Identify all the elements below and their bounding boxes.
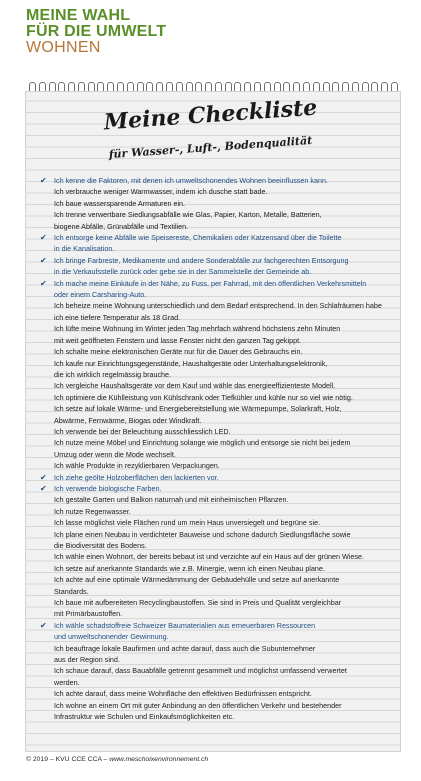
check-icon: ✔ bbox=[40, 255, 47, 265]
checklist-item-text: Ich mache meine Einkäufe in der Nähe, zu Fuss, per Fahrrad, mit den öffentlichen Verkehrsmitteln bbox=[54, 278, 367, 288]
checklist-item-text: Ich setze auf anerkannte Standards wie z.B. Minergie, wenn ich einen Neubau plane. bbox=[54, 563, 325, 573]
checklist-item-text: Ich kaufe nur Einrichtungsgegenstände, Haushaltgeräte oder Unterhaltungselektronik, bbox=[54, 358, 328, 368]
checklist-item-text: Ich kenne die Faktoren, mit denen ich umweltschonendes Wohnen beeinflussen kann. bbox=[54, 176, 328, 185]
checklist-item-text: und umweltschonender Gewinnung. bbox=[54, 632, 169, 642]
checklist-item-text: Standards. bbox=[54, 586, 89, 596]
checklist-item-text: die Biodiversität des Bodens. bbox=[54, 541, 147, 550]
checklist-item bbox=[40, 175, 380, 186]
checklist-item-text: die ich wirklich regelmässig brauche. bbox=[54, 369, 172, 379]
checklist-item-text: Ich baue mit aufbereiteten Recyclingbaustoffen. Sie sind in Preis und Qualität vergleichbar bbox=[54, 598, 342, 608]
checklist-item bbox=[40, 460, 380, 471]
checklist-item-text: Ich schalte meine elektronischen Geräte nur für die Dauer des Gebrauchs ein. bbox=[54, 347, 303, 357]
checklist-item-text: in die Kanalisation. bbox=[54, 244, 115, 254]
checklist-item-text: Ich vergleiche Haushaltsgeräte vor dem Kauf und wähle das energieeffizienteste Modell. bbox=[54, 381, 336, 391]
check-icon: ✔ bbox=[40, 233, 47, 243]
footer-url[interactable]: www.meschoixenvironnement.ch bbox=[109, 756, 209, 763]
checklist-item-text: Ich entsorge keine Abfälle wie Speisereste, Chemikalien oder Katzensand über die Toilette bbox=[54, 233, 342, 243]
check-icon: ✔ bbox=[40, 278, 47, 288]
checklist-item-text: Infrastruktur wie Schulen und Einkaufsmöglichkeiten etc. bbox=[54, 712, 235, 722]
checklist-item-text: Ich bringe Farbreste, Medikamente und andere Sonderabfälle zur fachgerechten Entsorgung bbox=[54, 255, 349, 265]
check-icon: ✔ bbox=[40, 176, 47, 185]
checklist-item-text: biogene Abfälle, Grünabfälle und Textilien. bbox=[54, 221, 189, 231]
checklist-item bbox=[40, 563, 380, 574]
checklist-subtitle: für Wasser-, Luft-, Bodenqualität bbox=[108, 133, 313, 162]
checklist-item-text: oder einem Carsharing-Auto. bbox=[54, 290, 147, 300]
checklist-item bbox=[40, 506, 380, 517]
checklist-item-text: Ich wähle einen Wohnort, der bereits bebaut ist und verzichte auf ein Haus auf der grünen Wiese. bbox=[54, 552, 364, 562]
checklist-item-text: Umzug oder wenn die Mode wechselt. bbox=[54, 449, 176, 459]
checklist-item-text: Ich nutze meine Möbel und Einrichtung solange wie möglich und entsorge sie nicht bei jedem bbox=[54, 438, 351, 448]
checklist-item bbox=[40, 255, 380, 278]
check-icon: ✔ bbox=[40, 483, 47, 493]
checklist-item-text: Ich verbrauche weniger Warmwasser, indem ich dusche statt bade. bbox=[54, 187, 268, 197]
checklist-item bbox=[40, 700, 380, 723]
checklist-title: Meine Checkliste bbox=[102, 94, 319, 136]
checklist-item bbox=[40, 437, 380, 460]
checklist-item-text: Abwärme, Fernwärme, Biogas oder Windkraft. bbox=[54, 415, 202, 425]
check-icon: ✔ bbox=[40, 620, 47, 630]
checklist-item-text: Ich ziehe geölte Holzoberflächen den lackierten vor. bbox=[54, 472, 219, 482]
checklist-item bbox=[40, 278, 380, 301]
checklist-item-text: Ich gestalte Garten und Balkon naturnah und mit einheimischen Pflanzen. bbox=[54, 495, 289, 505]
checklist-item bbox=[40, 597, 380, 620]
checklist-item-text: Ich plane einen Neubau in verdichteter Bauweise und schone dadurch Siedlungsfläche sowie bbox=[54, 529, 351, 539]
header-title-line-2: FÜR DIE UMWELT bbox=[26, 23, 167, 40]
checklist-item-text: Ich achte darauf, dass meine Wohnfläche den effektiven Bedürfnissen entspricht. bbox=[54, 689, 312, 699]
checklist-item bbox=[40, 688, 380, 699]
checklist-item bbox=[40, 358, 380, 381]
checklist-item bbox=[40, 551, 380, 562]
header-title-line-1: MEINE WAHL bbox=[26, 7, 131, 24]
checklist-item bbox=[40, 517, 380, 528]
checklist-item bbox=[40, 392, 380, 403]
checklist-item-text: Ich wohne an einem Ort mit guter Anbindung an den öffentlichen Verkehr und bestehender bbox=[54, 700, 342, 710]
checklist-item-text: Ich beheize meine Wohnung unterschiedlich und dem Bedarf entsprechend. In den Schlafräumen habe bbox=[54, 301, 382, 311]
check-icon: ✔ bbox=[40, 472, 47, 482]
checklist-item bbox=[40, 232, 380, 255]
checklist-item bbox=[40, 472, 380, 483]
checklist-item-text: Ich setze auf lokale Wärme- und Energiebereitstellung wie Wärmepumpe, Solarkraft, Holz, bbox=[54, 404, 342, 414]
checklist-item bbox=[40, 380, 380, 391]
footer-copyright: © 2019 – KVU CCE CCA – bbox=[26, 756, 110, 763]
checklist-item-text: Ich trenne verwertbare Siedlungsabfälle wie Glas, Papier, Karton, Metalle, Batterien, bbox=[54, 210, 322, 220]
checklist-item-text: werden. bbox=[54, 677, 80, 687]
checklist-item-text: ich eine tiefere Temperatur als 18 Grad. bbox=[54, 312, 181, 322]
checklist-item bbox=[40, 346, 380, 357]
checklist-item-text: in die Verkaufsstelle zurück oder gebe sie in der Sammelstelle der Gemeinde ab. bbox=[54, 267, 312, 277]
checklist-item-text: Ich lüfte meine Wohnung im Winter jeden Tag mehrfach während höchstens zehn Minuten bbox=[54, 324, 341, 334]
checklist-item-text: Ich beauftrage lokale Baufirmen und achte darauf, dass auch die Subunternehmer bbox=[54, 643, 316, 653]
checklist-item-text: Ich achte auf eine optimale Wärmedämmung der Gebäudehülle und setze auf anerkannte bbox=[54, 575, 340, 585]
checklist-item bbox=[40, 574, 380, 597]
footer bbox=[26, 756, 208, 763]
checklist-item bbox=[40, 300, 380, 323]
checklist-item-text: Ich optimiere die Kühlleistung von Kühlschrank oder Tiefkühler und kühle nur so viel wie nötig. bbox=[54, 392, 353, 402]
checklist-item bbox=[40, 529, 380, 552]
checklist-item-text: Ich schaue darauf, dass Bauabfälle getrennt gesammelt und möglichst umfassend verwertet bbox=[54, 666, 347, 676]
checklist-item bbox=[40, 483, 380, 494]
checklist-item bbox=[40, 209, 380, 232]
checklist-item-text: aus der Region sind. bbox=[54, 655, 120, 665]
checklist-item-text: Ich wähle Produkte in rezyklierbaren Verpackungen. bbox=[54, 461, 220, 471]
checklist-item bbox=[40, 186, 380, 197]
checklist-item bbox=[40, 620, 380, 643]
checklist-item-text: Ich wähle schadstoffreie Schweizer Baumaterialien aus erneuerbaren Ressourcen bbox=[54, 620, 316, 630]
checklist-item-text: mit Primärbaustoffen. bbox=[54, 609, 123, 619]
checklist-item bbox=[40, 643, 380, 666]
checklist-item-text: mit weit geöffneten Fenstern und lasse Fenster nicht den ganzen Tag gekippt. bbox=[54, 335, 302, 345]
checklist-item bbox=[40, 494, 380, 505]
checklist-item bbox=[40, 198, 380, 209]
checklist-item-text: Ich baue wassersparende Armaturen ein. bbox=[54, 198, 186, 208]
checklist-items bbox=[40, 175, 380, 723]
header-subtitle: WOHNEN bbox=[26, 39, 101, 56]
checklist-item bbox=[40, 426, 380, 437]
page-header bbox=[26, 8, 166, 56]
checklist-item bbox=[40, 665, 380, 688]
checklist-item bbox=[40, 323, 380, 346]
checklist-item-text: Ich nutze Regenwasser. bbox=[54, 506, 131, 516]
checklist-item bbox=[40, 403, 380, 426]
checklist-item-text: Ich verwende bei der Beleuchtung ausschliesslich LED. bbox=[54, 426, 231, 436]
checklist-item-text: Ich verwende biologische Farben. bbox=[54, 483, 162, 493]
checklist-item-text: Ich lasse möglichst viele Flächen rund um mein Haus unversiegelt und begrüne sie. bbox=[54, 518, 321, 528]
